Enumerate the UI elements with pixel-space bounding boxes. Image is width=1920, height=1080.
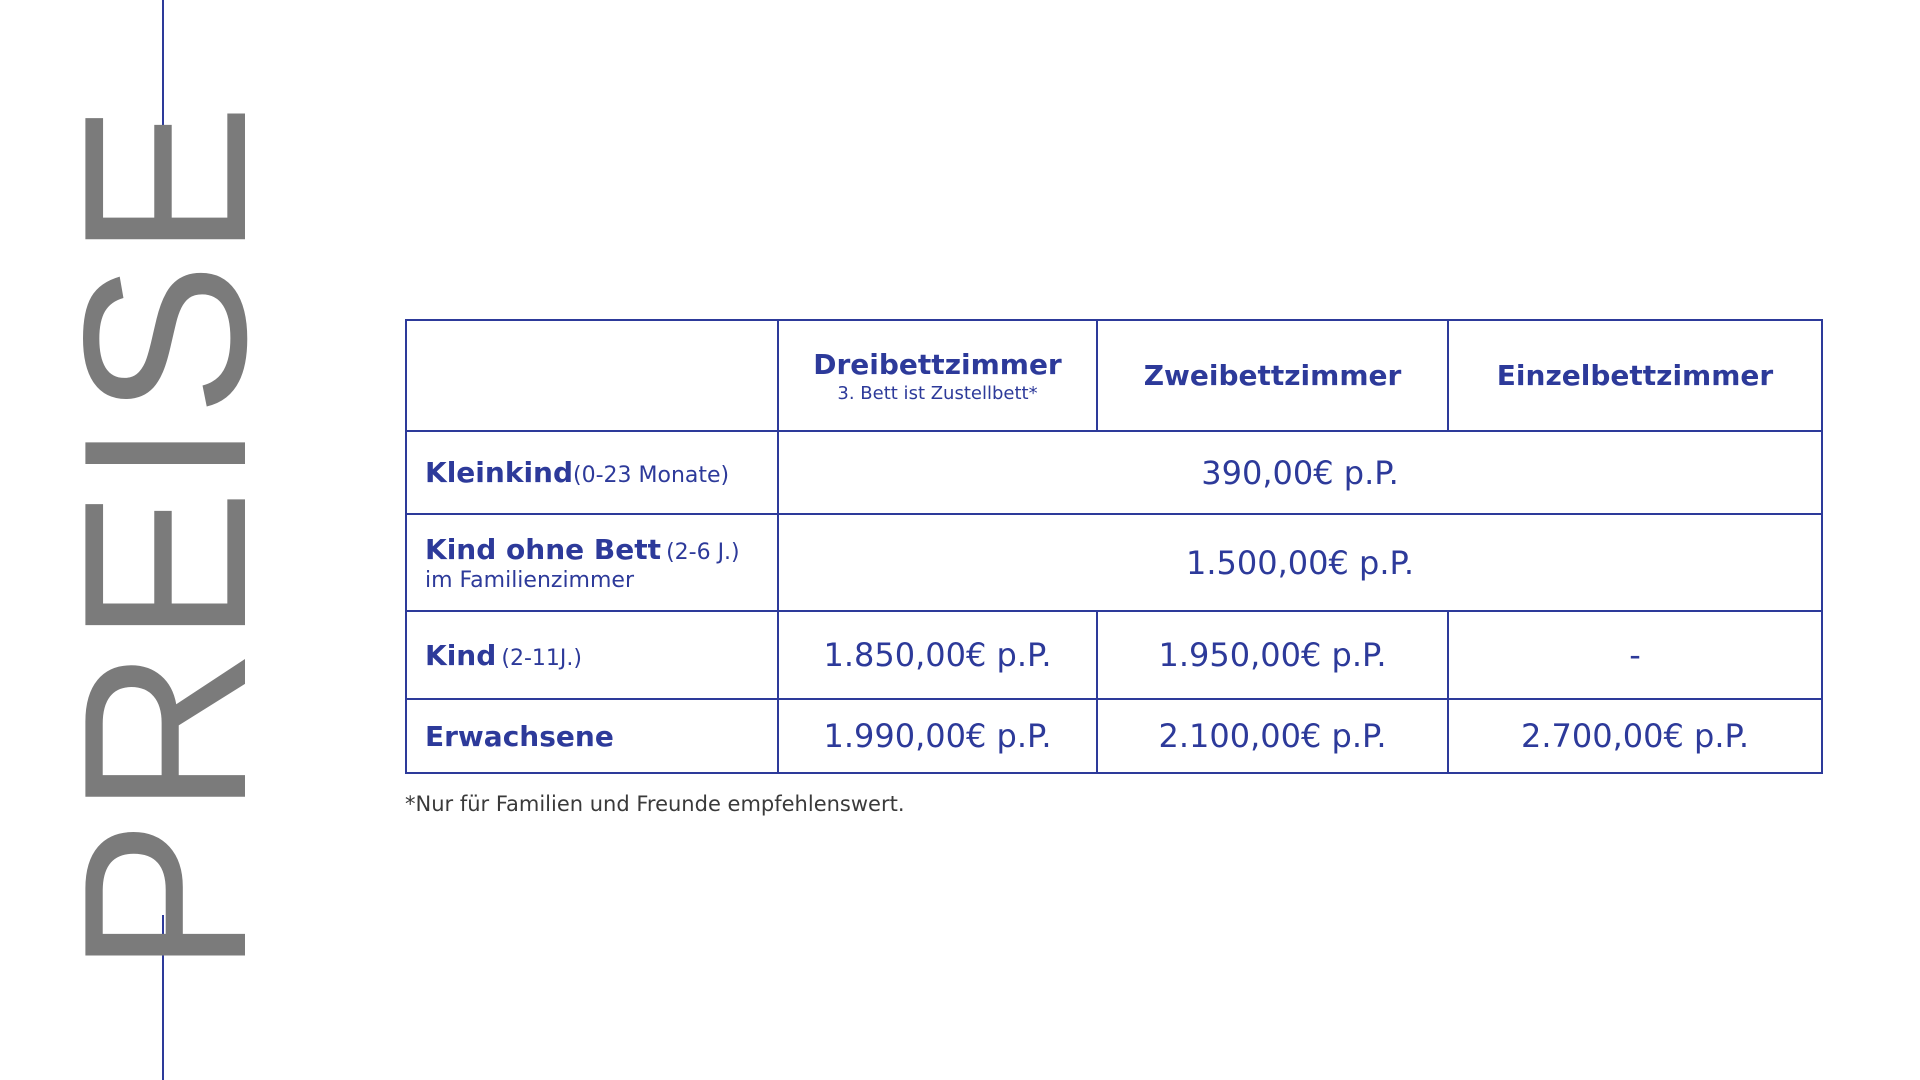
row-label-child-no-bed <box>406 514 778 611</box>
row-label-child <box>406 611 778 699</box>
row-label: Erwachsene <box>425 719 614 753</box>
row-label-adult <box>406 699 778 773</box>
row-label: Kind ohne Bett <box>425 532 661 566</box>
header-title: Zweibettzimmer <box>1143 359 1402 392</box>
row-label-sub: im Familienzimmer <box>425 567 634 593</box>
row-label: Kleinkind <box>425 456 574 489</box>
price-table <box>405 319 1823 774</box>
table-row-child <box>406 611 1822 699</box>
header-dreibettzimmer <box>778 320 1097 431</box>
header-title: Dreibettzimmer <box>813 347 1062 381</box>
footnote: *Nur für Familien und Freunde empfehlenswert. <box>405 792 905 816</box>
price-adult-dreibett: 1.990,00€ p.P. <box>778 699 1097 773</box>
price-adult-zweibett: 2.100,00€ p.P. <box>1097 699 1448 773</box>
table-row-child-no-bed <box>406 514 1822 611</box>
table-row-infant <box>406 431 1822 514</box>
header-empty-cell <box>406 320 778 431</box>
price-adult-einzelbett: 2.700,00€ p.P. <box>1448 699 1822 773</box>
price-child-dreibett: 1.850,00€ p.P. <box>778 611 1097 699</box>
header-einzelbettzimmer <box>1448 320 1822 431</box>
price-child-zweibett: 1.950,00€ p.P. <box>1097 611 1448 699</box>
row-label-note: (0-23 Monate) <box>573 463 730 488</box>
table-row-adult <box>406 699 1822 773</box>
price-infant-all: 390,00€ p.P. <box>778 431 1822 514</box>
row-label-note: (2-11J.) <box>501 645 582 671</box>
header-title: Einzelbettzimmer <box>1496 359 1774 392</box>
price-child-no-bed-all: 1.500,00€ p.P. <box>778 514 1822 611</box>
row-label: Kind <box>425 638 497 672</box>
price-child-einzelbett: - <box>1448 611 1822 699</box>
page-title: PREISE <box>36 99 295 975</box>
row-label-infant <box>406 431 778 514</box>
row-label-note: (2-6 J.) <box>666 539 740 565</box>
table-header-row <box>406 320 1822 431</box>
header-subtitle: 3. Bett ist Zustellbett* <box>837 382 1038 404</box>
header-zweibettzimmer <box>1097 320 1448 431</box>
